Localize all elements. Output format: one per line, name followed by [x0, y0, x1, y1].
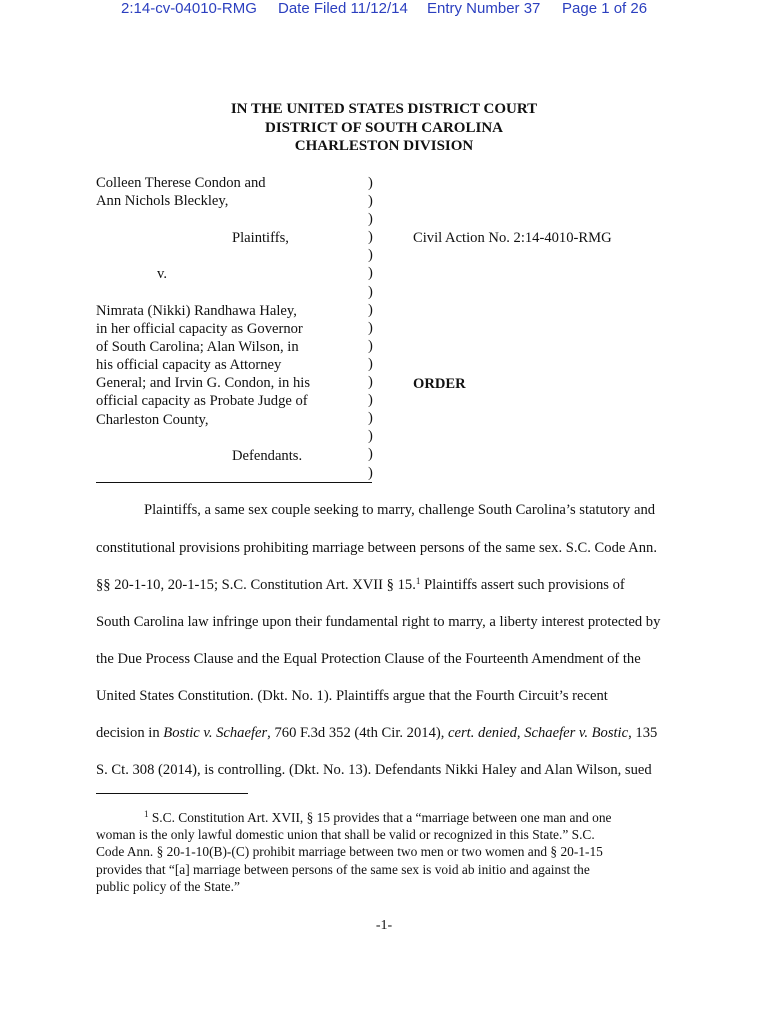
body-line: constitutional provisions prohibiting marriage between persons of the same sex. S.C. Code Ann.	[96, 540, 657, 556]
body-line: S. Ct. 308 (2014), is controlling. (Dkt. No. 13). Defendants Nikki Haley and Alan Wilson, sued	[96, 762, 652, 778]
date-filed: Date Filed 11/12/14	[278, 0, 408, 17]
ecf-header-stamp	[0, 0, 768, 24]
paren: )	[368, 446, 373, 463]
court-district: DISTRICT OF SOUTH CAROLINA	[265, 119, 503, 136]
versus: v.	[157, 266, 167, 282]
defendants-block	[96, 302, 310, 429]
paren: )	[368, 283, 373, 300]
case-number: 2:14-cv-04010-RMG	[121, 0, 257, 17]
plaintiff-name: Ann Nichols Bleckley,	[96, 193, 229, 210]
paren: )	[368, 175, 373, 191]
defendant-line: General; and Irvin G. Condon, in his	[96, 375, 311, 392]
case-citation: Bostic v. Schaefer	[163, 725, 268, 741]
footnote-separator	[96, 793, 248, 794]
caption-underline	[96, 482, 372, 483]
defendant-line: official capacity as Probate Judge of	[96, 393, 308, 410]
body-line: United States Constitution. (Dkt. No. 1). Plaintiffs argue that the Fourth Circuit’s recent	[96, 688, 608, 704]
paren: )	[368, 301, 373, 318]
paren: )	[368, 229, 373, 246]
paren: )	[368, 374, 373, 391]
paren: )	[368, 319, 373, 336]
plaintiff-name: Colleen Therese Condon and	[96, 175, 266, 191]
paren: )	[368, 193, 373, 210]
defendant-line: Charleston County,	[96, 411, 209, 428]
footnote-line: $^1$ S.C. Constitution Art. XVII, § 15 provides that a “marriage between one man and one	[144, 809, 612, 825]
body-line: the Due Process Clause and the Equal Protection Clause of the Fourteenth Amendment of the	[96, 651, 641, 667]
paren: )	[368, 355, 373, 372]
paren: )	[368, 392, 373, 409]
paren: )	[368, 211, 373, 228]
defendant-line: in her official capacity as Governor	[96, 321, 303, 338]
paren: )	[368, 265, 373, 282]
footnote-line: provides that “[a] marriage between persons of the same sex is void ab initio and against the	[96, 861, 590, 877]
body-line: South Carolina law infringe upon their fundamental right to marry, a liberty interest protected by	[96, 614, 661, 630]
page-number: -1-	[375, 918, 393, 933]
case-citation: Schaefer v. Bostic	[524, 725, 629, 741]
caption-parentheses	[368, 174, 373, 482]
plaintiffs-label: Plaintiffs,	[232, 230, 289, 246]
cert-denied: cert. denied	[448, 725, 517, 741]
court-division: CHARLESTON DIVISION	[294, 138, 474, 154]
body-line: Plaintiffs, a same sex couple seeking to marry, challenge South Carolina’s statutory and	[144, 502, 656, 518]
court-name: IN THE UNITED STATES DISTRICT COURT	[230, 101, 538, 117]
footnote	[96, 809, 656, 895]
plaintiffs-block	[96, 174, 266, 210]
defendants-label: Defendants.	[232, 448, 303, 464]
civil-action-number: Civil Action No. 2:14-4010-RMG	[413, 230, 612, 246]
paren: )	[368, 247, 373, 264]
court-heading	[0, 100, 768, 156]
footnote-ref: 1	[415, 576, 421, 586]
page-count: Page 1 of 26	[562, 0, 648, 17]
footnote-line: woman is the only lawful domestic union that shall be valid or recognized in this State.” S.C.	[96, 827, 595, 843]
paren: )	[368, 428, 373, 445]
order-title: ORDER	[413, 376, 466, 392]
body-line: decision in Bostic v. Schaefer, 760 F.3d 352 (4th Cir. 2014), cert. denied, Schaefer v. Bostic, 135	[96, 725, 658, 741]
defendant-line: Nimrata (Nikki) Randhawa Haley,	[96, 303, 297, 319]
defendant-line: of South Carolina; Alan Wilson, in	[96, 339, 299, 356]
footnote-number: 1	[144, 809, 149, 819]
paren: )	[368, 410, 373, 427]
paren: )	[368, 464, 373, 481]
footnote-line: Code Ann. § 20-1-10(B)-(C) prohibit marriage between two men or two women and § 20-1-15	[96, 844, 603, 860]
footnote-line: public policy of the State.”	[96, 878, 240, 894]
defendant-line: his official capacity as Attorney	[96, 357, 282, 374]
paren: )	[368, 337, 373, 354]
entry-number: Entry Number 37	[427, 0, 541, 17]
body-line: §§ 20-1-10, 20-1-15; S.C. Constitution Art. XVII § 15.$^1$ Plaintiffs assert such provisions of	[96, 576, 625, 593]
